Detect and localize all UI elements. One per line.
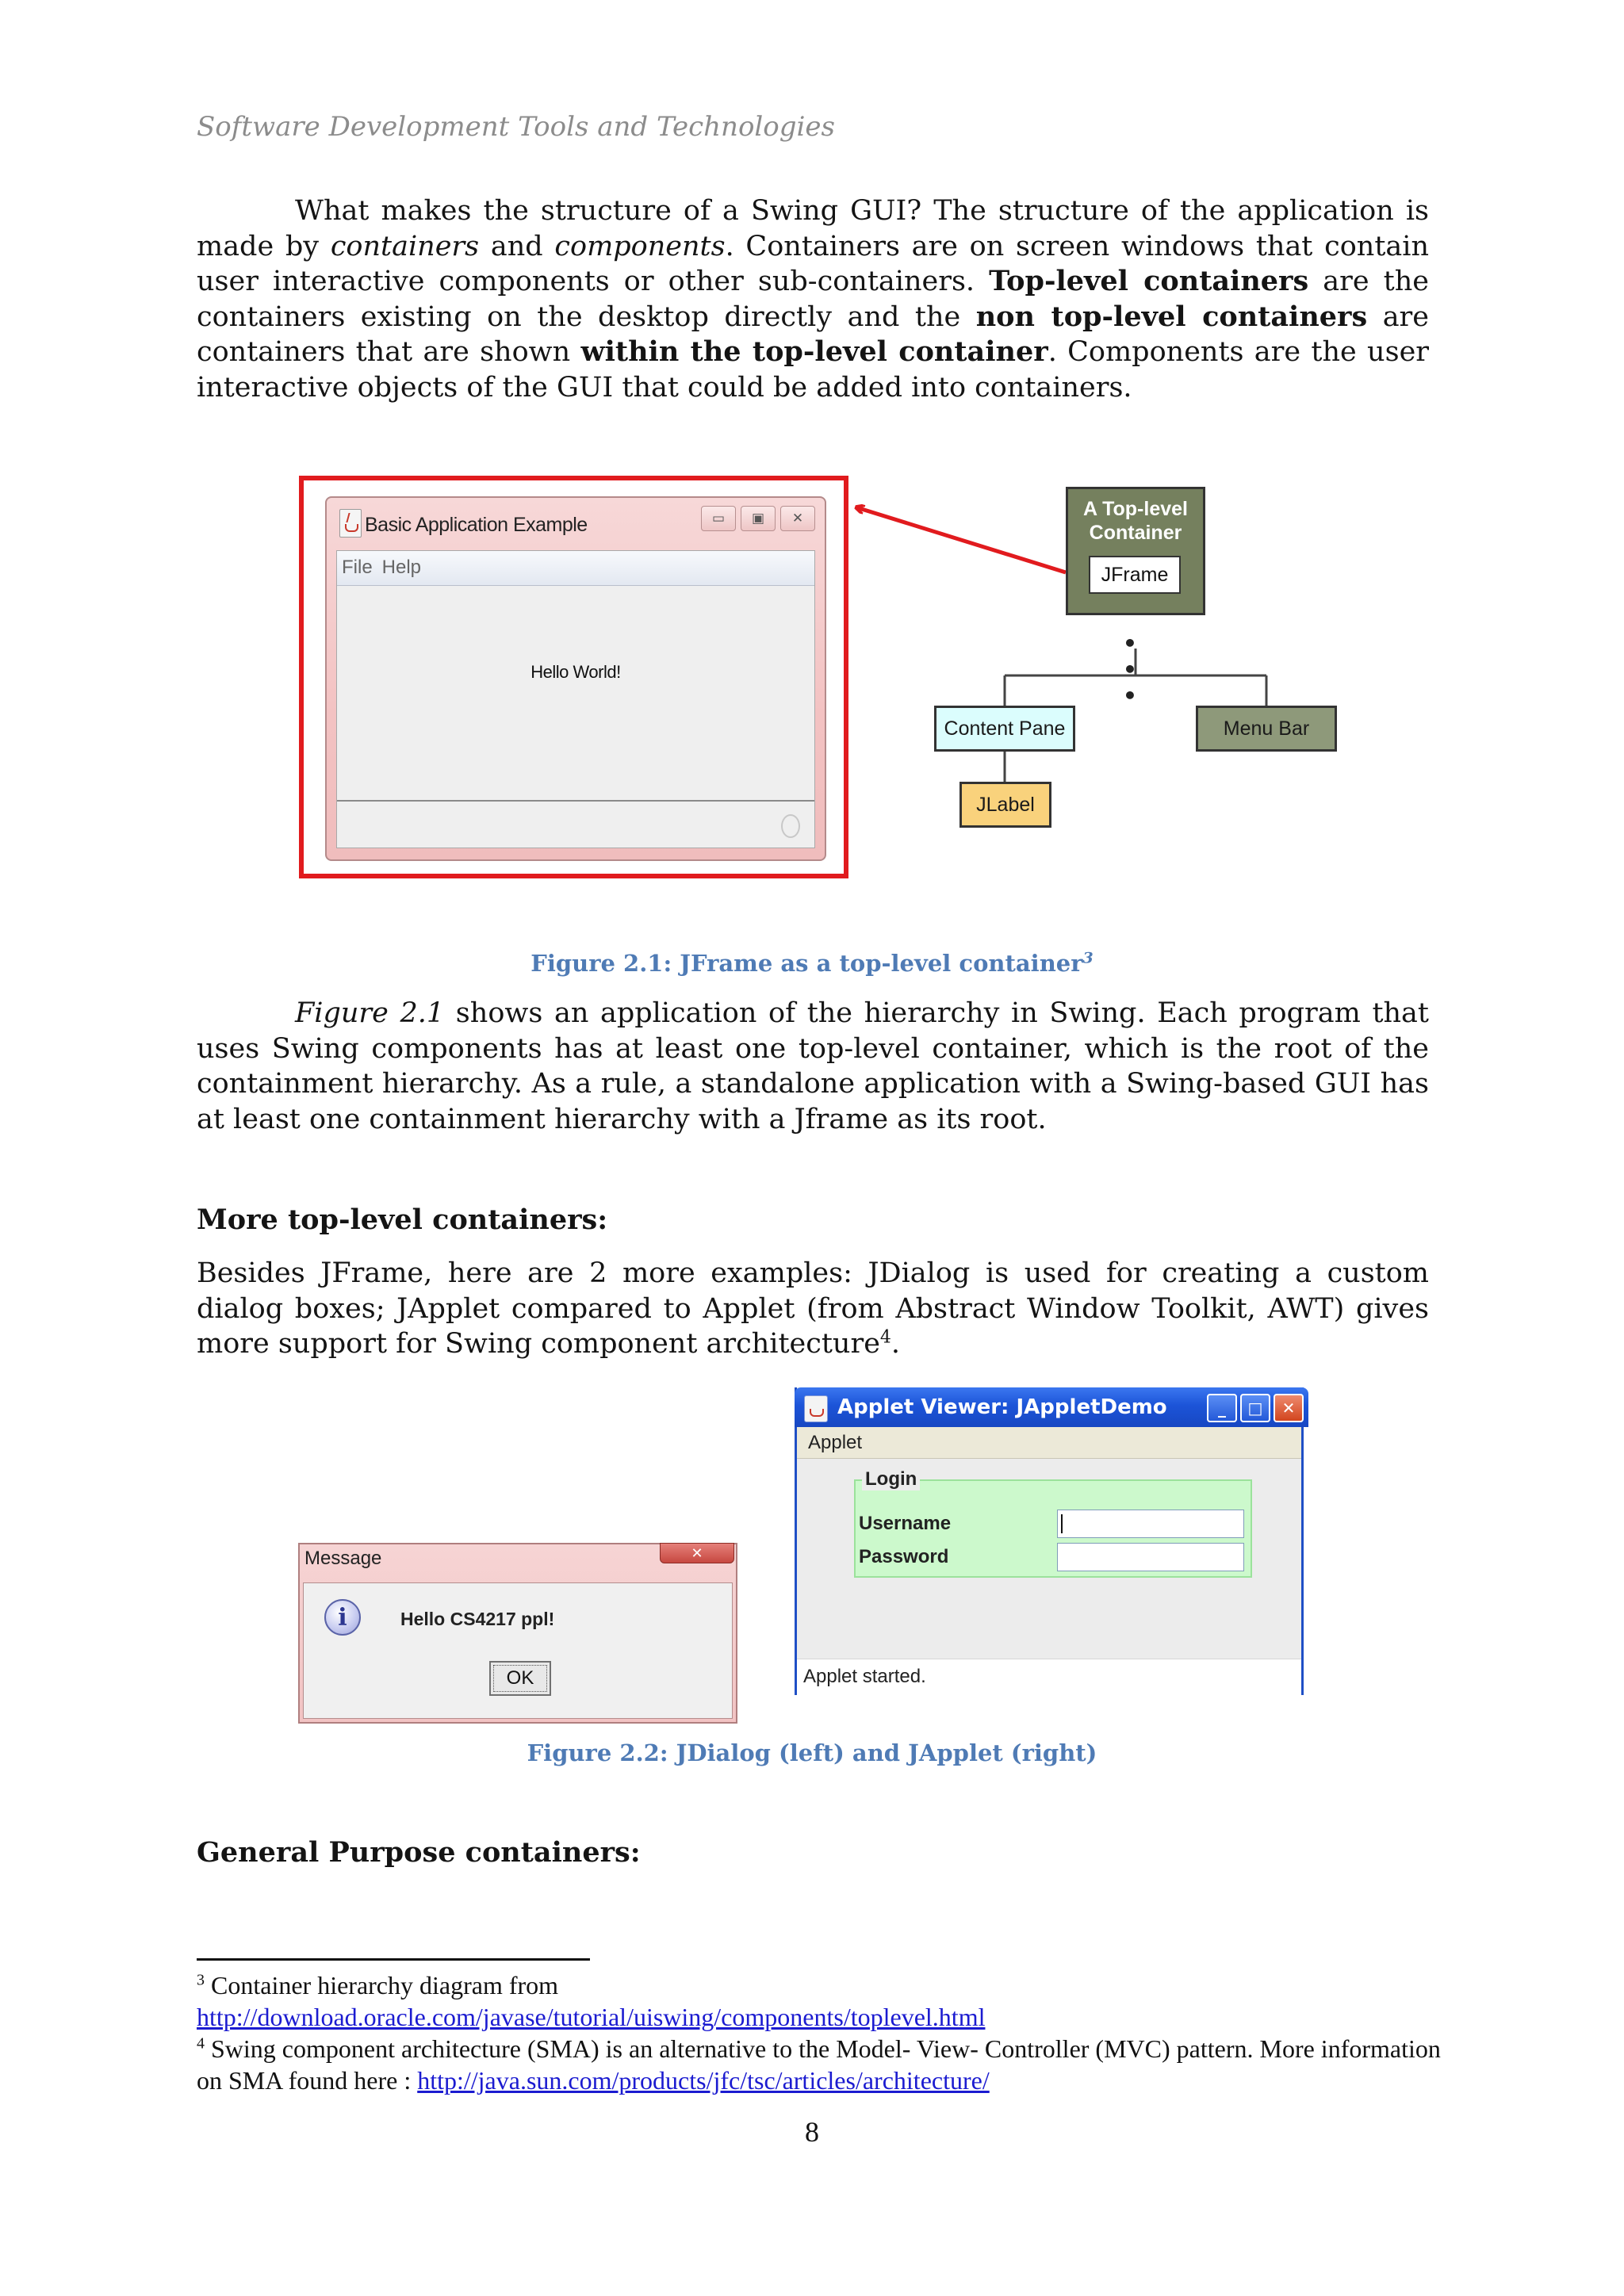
dialog-message: Hello CS4217 ppl! [400, 1609, 555, 1629]
paragraph-text: . [891, 1328, 901, 1360]
ellipsis: • • • [1123, 630, 1147, 709]
intro-text: are containers that are shown [197, 300, 1430, 368]
term-top-level-containers: Top-level containers [989, 265, 1309, 297]
figure-2-caption: Figure 2.2: JDialog (left) and JApplet (right) [527, 1739, 1097, 1766]
caption-text: Figure 2.1: JFrame as a top-level container [530, 950, 1083, 977]
footnote-number: 4 [197, 2034, 205, 2053]
term-within-top-level: within the top-level container [580, 335, 1048, 368]
footnote-number: 3 [197, 1971, 205, 1989]
menu-bar-node: Menu Bar [1196, 706, 1337, 752]
status-bar [337, 800, 814, 848]
footnote-link[interactable]: http://java.sun.com/products/jfc/tsc/articles/architecture/ [417, 2066, 990, 2095]
menu-help[interactable]: Help [381, 557, 422, 578]
section-heading: General Purpose containers: [197, 1836, 641, 1869]
footnote-text: Container hierarchy diagram from [205, 1971, 559, 1999]
minimize-icon[interactable]: _ [1207, 1394, 1237, 1422]
window-body [336, 550, 815, 848]
footnote-ref[interactable]: 4 [879, 1327, 891, 1348]
intro-text: . Components are the user interactive objects of the GUI that could be added into containers. [197, 336, 1430, 404]
footnote-3 [197, 1969, 1465, 2033]
close-icon[interactable]: ✕ [660, 1543, 734, 1563]
japplet-window [795, 1387, 1304, 1695]
window-controls [701, 506, 815, 531]
jlabel-node: JLabel [959, 782, 1051, 828]
page-number: 8 [805, 2116, 819, 2148]
password-field[interactable] [1057, 1543, 1244, 1571]
figure-reference: Figure 2.1 [295, 997, 445, 1029]
menu-applet[interactable]: Applet [808, 1432, 863, 1453]
term-containers: containers [330, 230, 480, 262]
pointer-arrow [856, 507, 1066, 572]
top-level-label: A Top-level Container [1083, 498, 1188, 544]
running-header: Software Development Tools and Technologies [197, 111, 835, 143]
info-icon: i [324, 1599, 361, 1636]
applet-titlebar [795, 1387, 1308, 1427]
intro-paragraph [197, 193, 1429, 405]
hierarchy-paragraph [197, 996, 1429, 1137]
username-field[interactable] [1057, 1510, 1244, 1538]
maximize-icon[interactable]: ▣ [741, 506, 776, 531]
applet-menu [797, 1427, 1301, 1459]
footnote-4 [197, 2033, 1465, 2096]
jdialog-window [298, 1543, 737, 1724]
applet-status-bar: Applet started. [797, 1659, 1301, 1695]
top-level-container-node [1066, 487, 1205, 615]
footnote-divider [197, 1958, 590, 1961]
intro-text: are the containers existing on the desktop directly and the [197, 266, 1429, 333]
section-heading: More top-level containers: [197, 1203, 608, 1236]
close-icon[interactable]: ✕ [780, 506, 815, 531]
login-panel [854, 1468, 1252, 1578]
dialog-body [303, 1582, 733, 1719]
content-pane-node: Content Pane [934, 706, 1075, 752]
more-containers-paragraph [197, 1256, 1429, 1362]
footnote-text: Swing component architecture (SMA) is an alternative to the Model- View- Controller (MVC) pattern. More information on SMA found here : [197, 2034, 1441, 2095]
close-icon[interactable]: ✕ [1274, 1394, 1304, 1422]
resize-grip-icon [781, 814, 800, 838]
login-group-label: Login [862, 1468, 920, 1490]
ok-button[interactable]: OK [489, 1661, 551, 1696]
intro-text: and [479, 230, 555, 262]
text-caret [1061, 1514, 1063, 1533]
hello-label: Hello World! [530, 662, 621, 682]
paragraph-text: shows an application of the hierarchy in Swing. Each program that uses Swing components has at least one top-level container, which is the root of the containment hierarchy. As a rule, a standalone application with a Swing-based GUI has at least one containment hierarchy with a Jframe as its root. [197, 997, 1429, 1135]
term-non-top-level-containers: non top-level containers [975, 300, 1368, 333]
java-cup-icon [804, 1395, 828, 1422]
figure-1-caption [0, 950, 1624, 977]
java-cup-icon [339, 509, 362, 538]
term-components: components [554, 230, 726, 262]
minimize-icon[interactable]: ▭ [701, 506, 736, 531]
username-label: Username [859, 1513, 952, 1534]
maximize-icon[interactable]: □ [1240, 1394, 1270, 1422]
applet-title: Applet Viewer: JAppletDemo [837, 1395, 1167, 1419]
jframe-window [325, 496, 826, 861]
intro-text: What makes the structure of a Swing GUI? The structure of the application is made by [197, 195, 1429, 262]
dialog-title: Message [304, 1548, 382, 1569]
footnote-ref[interactable]: 3 [1082, 949, 1094, 967]
window-title: Basic Application Example [365, 514, 588, 536]
intro-text: . Containers are on screen windows that contain user interactive components or other sub-containers. [197, 230, 1429, 297]
password-label: Password [859, 1546, 949, 1567]
menu-file[interactable]: File [342, 557, 373, 578]
window-controls [1207, 1394, 1304, 1422]
footnote-link[interactable]: http://download.oracle.com/javase/tutorial/uiswing/components/toplevel.html [197, 2003, 986, 2031]
menu-bar [337, 551, 814, 586]
jframe-node: JFrame [1089, 556, 1181, 594]
paragraph-text: Besides JFrame, here are 2 more examples: JDialog is used for creating a custom dialog boxes; JApplet compared to Applet (from Abstract Window Toolkit, AWT) gives more support for Swing component architecture [197, 1257, 1429, 1360]
